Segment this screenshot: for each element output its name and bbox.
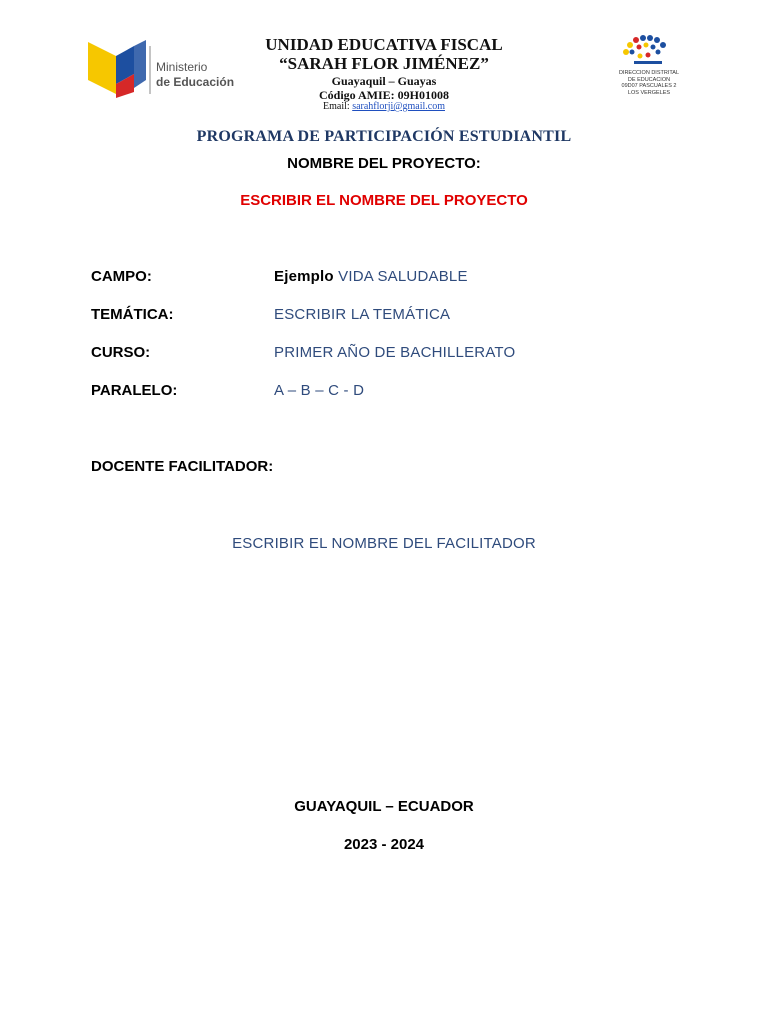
field-label-campo: CAMPO: bbox=[91, 268, 152, 285]
direccion-distrital-logo bbox=[604, 32, 694, 102]
project-name-value: ESCRIBIR EL NOMBRE DEL PROYECTO bbox=[240, 192, 528, 209]
field-prefix-ejemplo: Ejemplo bbox=[274, 268, 334, 285]
field-value-tematica: ESCRIBIR LA TEMÁTICA bbox=[274, 306, 451, 323]
field-value-curso: PRIMER AÑO DE BACHILLERATO bbox=[274, 344, 516, 361]
logo-line-ministerio: Ministerio bbox=[156, 60, 208, 74]
logo-direccion-line2: DE EDUCACION bbox=[627, 76, 671, 83]
email-label: Email: bbox=[323, 101, 350, 112]
emblem-dots-icon bbox=[623, 35, 666, 64]
program-title: PROGRAMA DE PARTICIPACIÓN ESTUDIANTIL bbox=[196, 128, 572, 145]
school-quote: “SARAH FLOR JIMÉNEZ” bbox=[279, 54, 489, 73]
field-value-campo bbox=[274, 268, 468, 285]
field-value-campo-text: VIDA SALUDABLE bbox=[338, 268, 468, 285]
email-line bbox=[0, 101, 768, 112]
logo-direccion-line1: DIRECCION DISTRITAL bbox=[618, 70, 680, 76]
footer-years: 2023 - 2024 bbox=[343, 836, 425, 853]
footer-city: GUAYAQUIL – ECUADOR bbox=[294, 798, 474, 815]
email-link[interactable]: sarahflorji@gmail.com bbox=[352, 101, 445, 112]
logo-direccion-line3: 09D07 PASCUALES 2 bbox=[621, 83, 677, 89]
logo-line-educacion: de Educación bbox=[156, 75, 235, 89]
field-label-tematica: TEMÁTICA: bbox=[91, 306, 174, 323]
project-name-label: NOMBRE DEL PROYECTO: bbox=[287, 155, 481, 172]
amie-code: Código AMIE: 09H01008 bbox=[318, 88, 449, 102]
field-label-curso: CURSO: bbox=[91, 344, 151, 361]
field-value-paralelo: A – B – C - D bbox=[274, 382, 365, 399]
school-name: UNIDAD EDUCATIVA FISCAL bbox=[265, 35, 503, 54]
logo-direccion-line4: LOS VERGELES bbox=[627, 89, 671, 96]
field-label-paralelo: PARALELO: bbox=[91, 382, 178, 399]
city-line: Guayaquil – Guayas bbox=[331, 74, 437, 88]
docente-label: DOCENTE FACILITADOR: bbox=[91, 458, 274, 475]
docente-value: ESCRIBIR EL NOMBRE DEL FACILITADOR bbox=[232, 535, 536, 552]
